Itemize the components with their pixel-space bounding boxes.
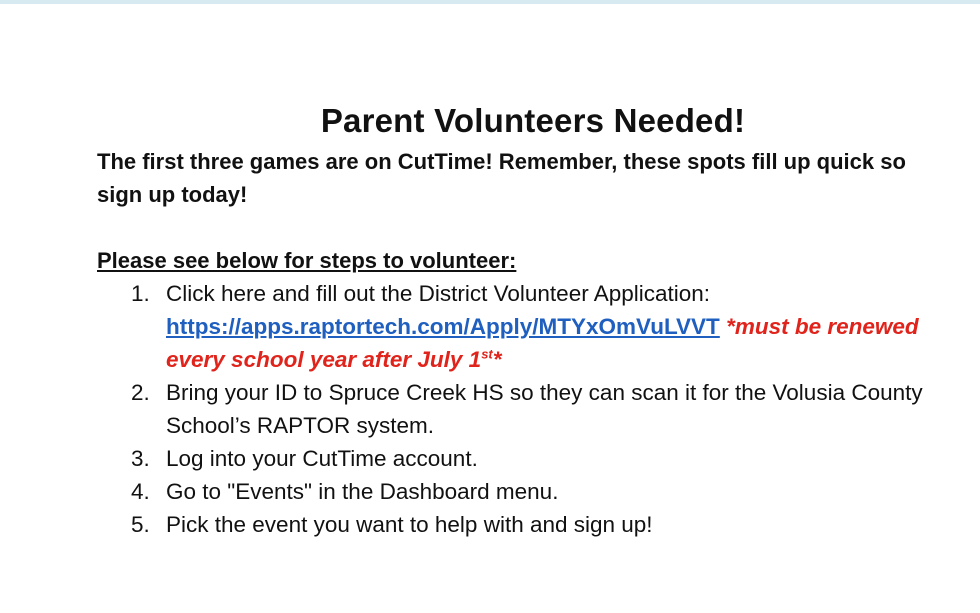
page-title: Parent Volunteers Needed! (320, 102, 746, 139)
volunteer-application-link[interactable]: https://apps.raptortech.com/Apply/MTYxOmVuLVVT (166, 314, 720, 339)
step-number: 2. (131, 380, 150, 405)
step-text: Log into your CutTime account. (166, 446, 478, 471)
step-item (97, 277, 957, 376)
step-item (97, 475, 957, 508)
top-border (0, 0, 980, 4)
step-text: Go to "Events" in the Dashboard menu. (166, 479, 559, 504)
renewal-note-text: *must be renewed every school year after July 1 (166, 314, 919, 372)
renewal-note-end: * (492, 347, 502, 372)
step-number: 3. (131, 446, 150, 471)
step-text: Click here and fill out the District Volunteer Application: (166, 281, 711, 306)
renewal-note-sup: st (481, 346, 493, 362)
step-number: 1. (131, 281, 150, 306)
step-number: 4. (131, 479, 150, 504)
steps-list (97, 277, 957, 541)
step-item (97, 376, 957, 442)
step-text: Pick the event you want to help with and sign up! (166, 512, 653, 537)
step-number: 5. (131, 512, 150, 537)
spacer (97, 211, 957, 244)
intro-text: The first three games are on CutTime! Remember, these spots fill up quick so sign up today! (97, 149, 906, 207)
steps-heading: Please see below for steps to volunteer: (97, 248, 517, 273)
document-body (97, 100, 957, 541)
step-text: Bring your ID to Spruce Creek HS so they can scan it for the Volusia County School’s RAPTOR system. (166, 380, 923, 438)
step-item (97, 508, 957, 541)
step-item (97, 442, 957, 475)
